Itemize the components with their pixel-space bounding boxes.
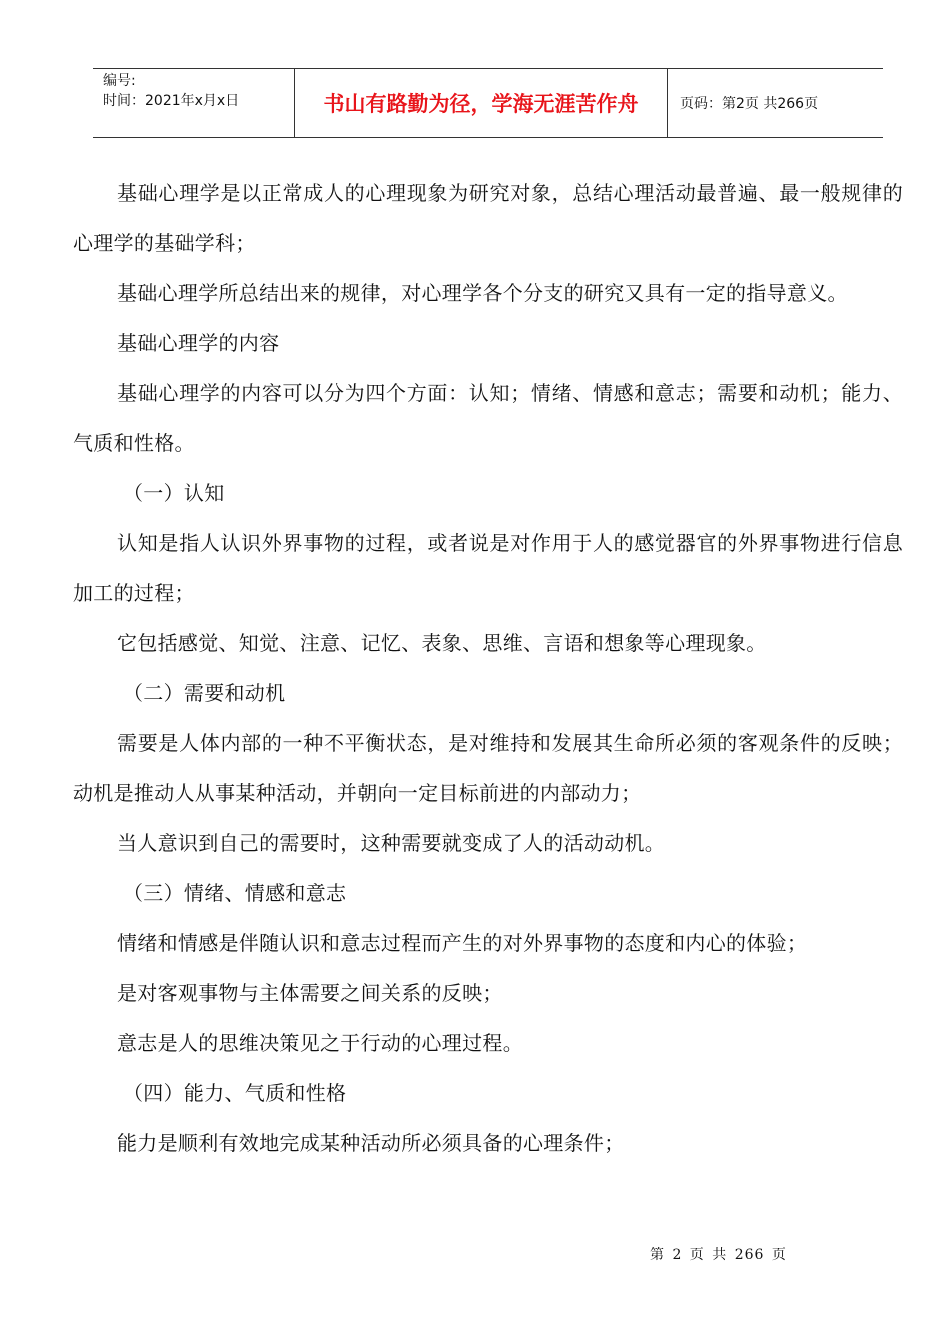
header-meta-cell bbox=[93, 69, 295, 137]
section-heading: （四）能力、气质和性格 bbox=[123, 1081, 347, 1105]
document-body bbox=[73, 168, 903, 1168]
body-paragraph: 基础心理学所总结出来的规律，对心理学各个分支的研究又具有一定的指导意义。 bbox=[117, 281, 848, 305]
header-page-info: 页码：第2页 共266页 bbox=[680, 96, 819, 112]
body-paragraph: 当人意识到自己的需要时，这种需要就变成了人的活动动机。 bbox=[117, 831, 666, 855]
body-paragraph: 基础心理学的内容 bbox=[117, 331, 280, 355]
section-heading: （二）需要和动机 bbox=[123, 681, 286, 705]
motto-text: 书山有路勤为径，学海无涯苦作舟 bbox=[323, 92, 639, 116]
section-heading: （三）情绪、情感和意志 bbox=[123, 881, 347, 905]
body-paragraph: 它包括感觉、知觉、注意、记忆、表象、思维、言语和想象等心理现象。 bbox=[117, 631, 767, 655]
body-paragraph: 基础心理学的内容可以分为四个方面：认知；情绪、情感和意志；需要和动机；能力、气质和性格。 bbox=[73, 381, 903, 455]
section-heading: （一）认知 bbox=[123, 481, 225, 505]
body-paragraph: 情绪和情感是伴随认识和意志过程而产生的对外界事物的态度和内心的体验； bbox=[117, 931, 808, 955]
doc-number-label: 编号: bbox=[103, 73, 136, 89]
page-footer: 第 2 页 共 266 页 bbox=[650, 1247, 787, 1263]
body-paragraph: 认知是指人认识外界事物的过程，或者说是对作用于人的感觉器官的外界事物进行信息加工的过程； bbox=[73, 531, 903, 605]
header-motto-cell bbox=[295, 69, 668, 137]
body-paragraph: 基础心理学是以正常成人的心理现象为研究对象，总结心理活动最普遍、最一般规律的心理学的基础学科； bbox=[73, 181, 903, 255]
time-label: 时间：2021年x月x日 bbox=[103, 93, 240, 109]
body-paragraph: 需要是人体内部的一种不平衡状态，是对维持和发展其生命所必须的客观条件的反映；动机是推动人从事某种活动，并朝向一定目标前进的内部动力； bbox=[73, 731, 903, 805]
document-header bbox=[93, 68, 883, 138]
body-paragraph: 意志是人的思维决策见之于行动的心理过程。 bbox=[117, 1031, 523, 1055]
header-page-cell bbox=[668, 69, 883, 137]
body-paragraph: 能力是顺利有效地完成某种活动所必须具备的心理条件； bbox=[117, 1131, 625, 1155]
body-paragraph: 是对客观事物与主体需要之间关系的反映； bbox=[117, 981, 503, 1005]
